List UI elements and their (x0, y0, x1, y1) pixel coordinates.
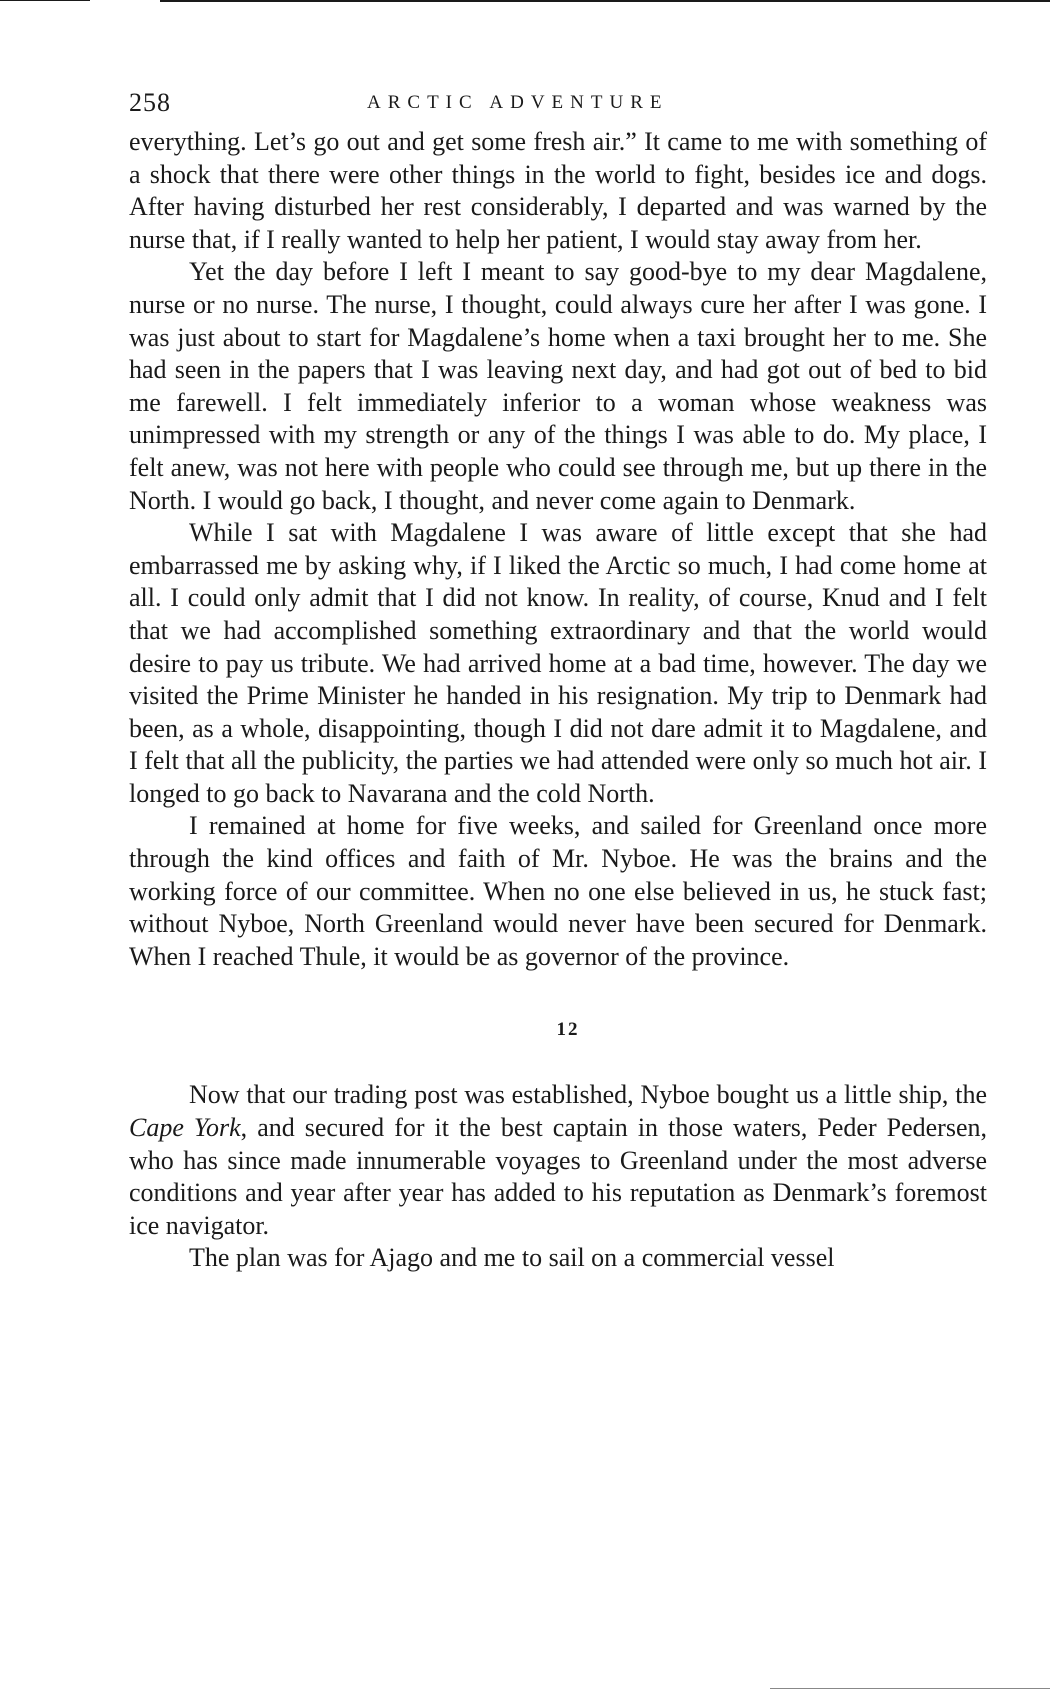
paragraph: I remained at home for five weeks, and sailed for Greenland once more through the kind offices and faith of Mr. Nyboe. He was the brains and the working force of our committee. When no one else believed in us, he stuck fast; without Nyboe, North Greenland would never have been secured for Denmark. When I reached Thule, it would be as governor of the province. (129, 811, 987, 971)
top-edge-rule (160, 0, 1050, 2)
page-number: 258 (129, 88, 171, 117)
paragraph: The plan was for Ajago and me to sail on a commercial vessel (189, 1243, 835, 1273)
running-head-title: ARCTIC ADVENTURE (367, 92, 669, 113)
ship-name: Cape York (129, 1113, 241, 1143)
paragraph: Yet the day before I left I meant to say good-bye to my dear Magdalene, nurse or no nurse. The nurse, I thought, could always cure her after I was gone. I was just about to start for Magdalene’s home when a taxi brought her to me. She had seen in the papers that I was leaving next day, and had got out of bed to bid me farewell. I felt immediately inferior to a woman whose weakness was unimpressed with my strength or any of the things I was able to do. My place, I felt anew, was not here with people who could see through me, but up there in the North. I would go back, I thought, and never come again to Denmark. (129, 257, 987, 515)
paragraph: While I sat with Magdalene I was aware of little except that she had embarrassed me by asking why, if I liked the Arctic so much, I had come home at all. I could only admit that I did not know. In reality, of course, Knud and I felt that we had accomplished something extraordinary and that the world would desire to pay us tribute. We had arrived home at a bad time, however. The day we visited the Prime Minister he handed in his resignation. My trip to Denmark had been, as a whole, disappointing, though I did not dare admit it to Magdalene, and I felt that all the publicity, the parties we had attended were only so much hot air. I longed to go back to Navarana and the cold North. (129, 518, 987, 808)
running-head (129, 86, 987, 126)
top-edge-rule-left (0, 0, 90, 1)
paragraph-text: Now that our trading post was established, Nyboe bought us a little ship, the (189, 1080, 987, 1110)
paragraph-continued: everything. Let’s go out and get some fresh air.” It came to me with something of a shock that there were other things in the world to fight, besides ice and dogs. After having disturbed her rest considerably, I departed and was warned by the nurse that, if I really wanted to help her patient, I would stay away from her. (129, 127, 987, 254)
section-number: 12 (556, 1019, 580, 1041)
paragraph-text: , and secured for it the best captain in those waters, Peder Pedersen, who has since made innumerable voyages to Greenland under the most adverse conditions and year after year has added to his reputation as Denmark’s foremost ice navigator. (129, 1113, 987, 1240)
book-page (129, 86, 987, 1275)
bottom-edge-rule (770, 1688, 1050, 1689)
paragraph (129, 1079, 987, 1242)
body-text (129, 126, 987, 1275)
